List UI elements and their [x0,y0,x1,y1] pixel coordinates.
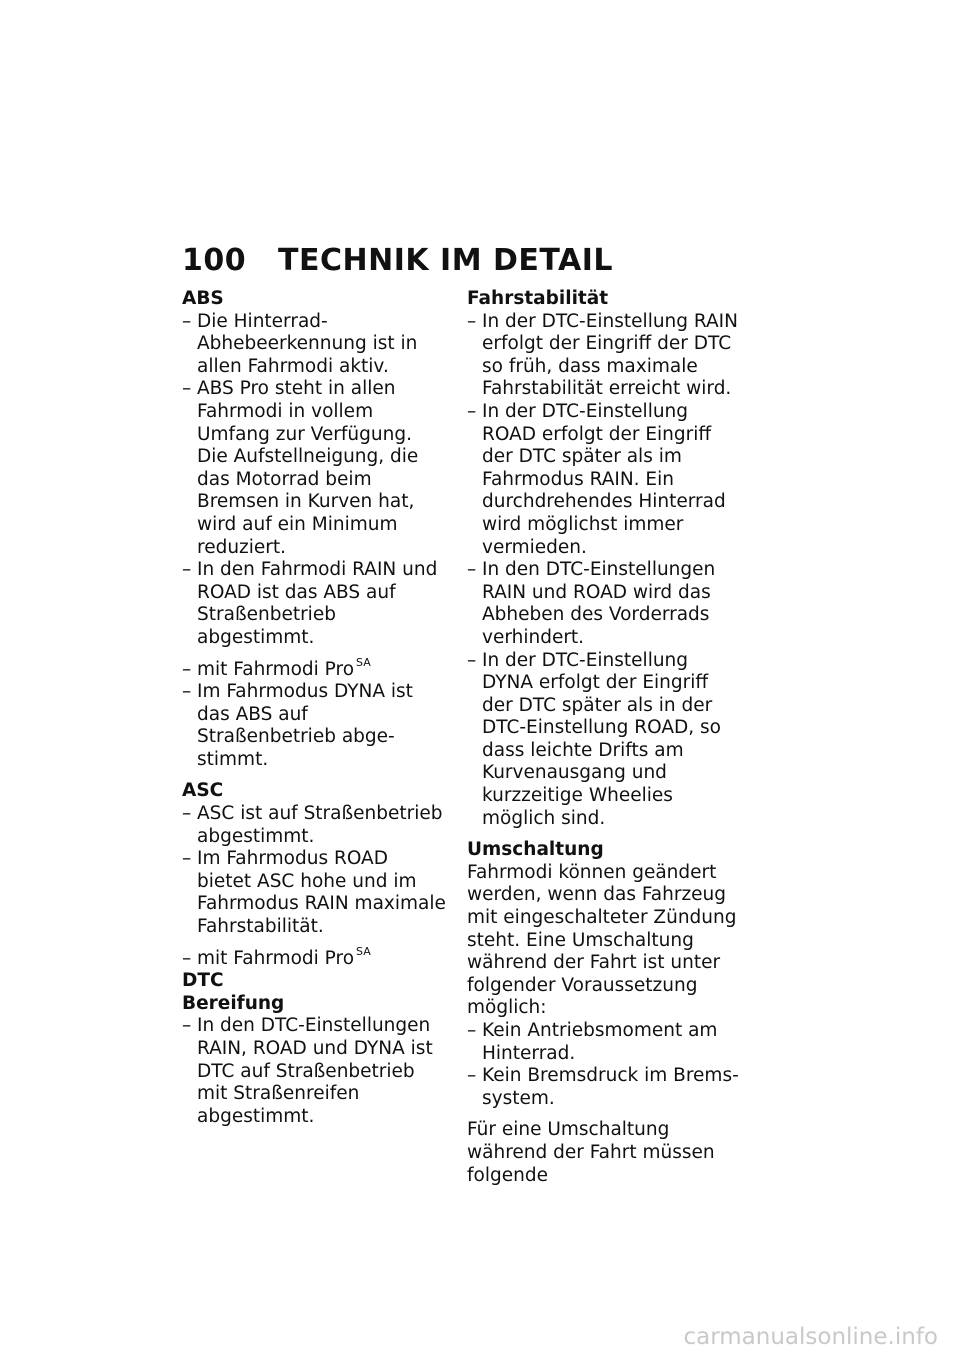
bereifung-heading: Bereifung [182,992,285,1014]
list-item: – In den DTC-Einstellungen RAIN, ROAD und DYNA ist DTC auf Straßenbetrieb mit Straßenreifen abgestimmt. [182,1015,433,1127]
fahrstabilitaet-list [467,311,742,831]
umschaltung-heading: Umschaltung [467,839,604,861]
list-item: – ASC ist auf Straßenbetrieb abgestimmt. [182,803,443,847]
list-item: – Im Fahrmodus ROAD bietet ASC hohe und im Fahrmodus RAIN maximale Fahrstabilität. [182,848,446,938]
page-header [182,243,613,278]
asc-heading: ASC [182,780,224,802]
condition-pro-2: – mit Fahrmodi Pro $^{SA}$ [182,944,371,969]
condition-pro-1: – mit Fahrmodi Pro $^{SA}$ [182,655,371,680]
closing-paragraph: Für eine Umschaltung während der Fahrt müssen folgende [467,1119,715,1186]
list-item: – Im Fahrmodus DYNA ist das ABS auf Straßenbetrieb abgestimmt. [182,681,413,770]
page-number: 100 [182,243,247,278]
abs-heading: ABS [182,288,224,309]
right-column [467,288,742,1187]
abs-list [182,311,447,650]
fahrstabilitaet-heading: Fahrstabilität [467,288,609,309]
list-item: – Kein Bremsdruck im Bremssystem. [467,1065,739,1109]
list-item: – In der DTC-Einstellung RAIN erfolgt der Eingriff der DTC so früh, dass maximale Fahrstabilität erreicht wird. [467,310,738,400]
list-item: – ABS Pro steht in allen Fahrmodi in vollem Umfang zur Verfügung. Die Aufstellneigung, die das Motorrad beim Bremsen in Kurven hat, wird auf ein Minimum reduziert. [182,378,419,558]
left-column [182,288,447,1128]
umschaltung-paragraph: Fahrmodi können geändert werden, wenn das Fahrzeug mit eingeschalteter Zündung steht. Eine Umschaltung während der Fahrt ist unter folgender Voraussetzung möglich: [467,861,737,1019]
sa-badge: SA [356,655,371,669]
watermark: carmanualsonline.info [683,1324,938,1350]
asc-list [182,803,447,939]
list-item: – In der DTC-Einstellung ROAD erfolgt der Eingriff der DTC später als im Fahrmodus RAIN. Ein durchdrehendes Hinterrad wird möglichst immer vermieden. [467,400,726,558]
list-item: – Die Hinterrad-Abhebeerkennung ist in allen Fahrmodi aktiv. [182,310,418,377]
page-title: TECHNIK IM DETAIL [278,243,614,278]
list-item: – In der DTC-Einstellung DYNA erfolgt der Eingriff der DTC später als in der DTC-Einstellung ROAD, so dass leichte Drifts am Kurvenausgang und kurzzeitige Wheelies möglich sind. [467,649,721,829]
list-item: – In den Fahrmodi RAIN und ROAD ist das ABS auf Straßenbetrieb abgestimmt. [182,559,438,648]
list-item: – In den DTC-Einstellungen RAIN und ROAD wird das Abheben des Vorderrads verhindert. [467,559,716,648]
dtc-heading: DTC [182,970,224,992]
sa-badge: SA [356,944,371,958]
list-item: – Kein Antriebsmoment am Hinterrad. [467,1020,718,1064]
